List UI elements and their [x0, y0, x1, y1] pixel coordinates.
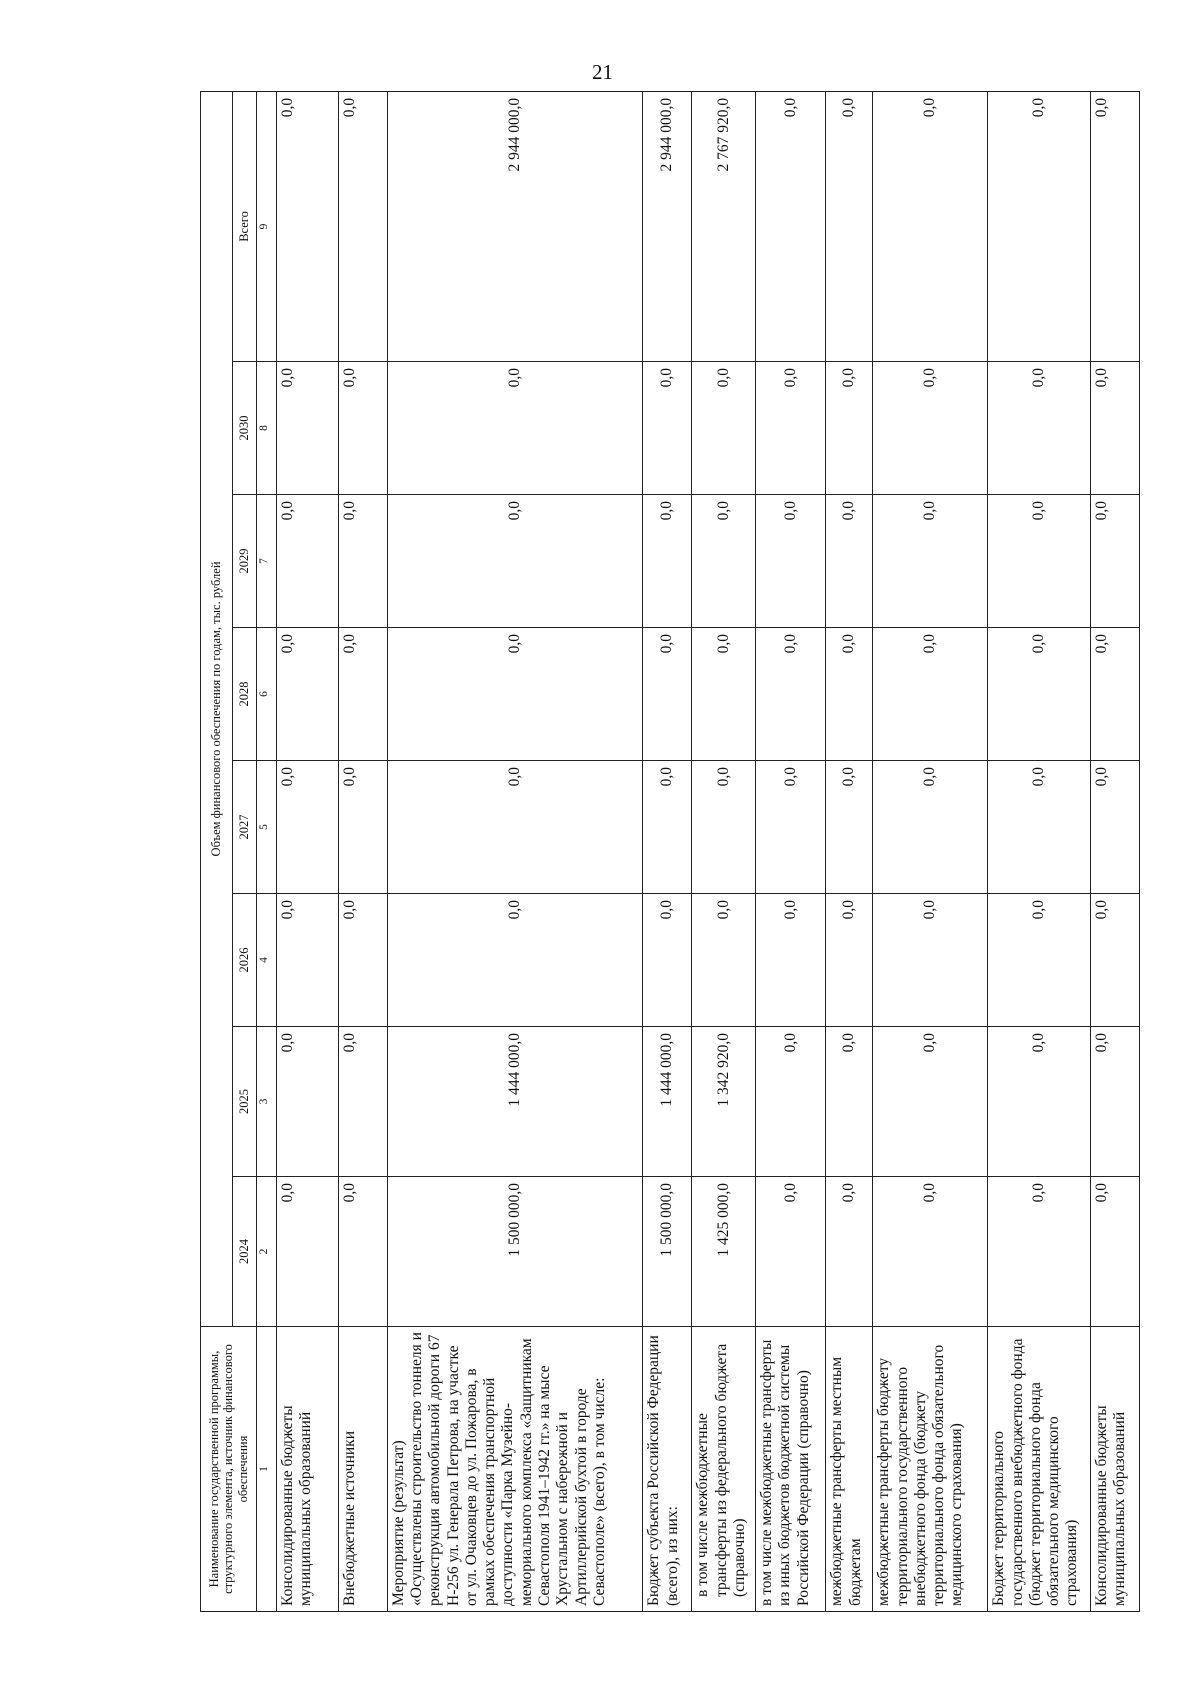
header-year: 2024	[233, 1177, 257, 1327]
table-row	[277, 91, 339, 1611]
column-number: 3	[257, 1027, 277, 1177]
column-number: 4	[257, 894, 277, 1027]
cell-value: 0,0	[1090, 1027, 1139, 1177]
cell-value: 0,0	[756, 495, 826, 628]
cell-value: 1 425 000,0	[692, 1177, 756, 1327]
header-group: Объем финансового обеспечения по годам, тыс. рублей	[201, 91, 233, 1326]
column-number: 9	[257, 91, 277, 361]
cell-value: 0,0	[643, 894, 692, 1027]
header-year: 2028	[233, 628, 257, 761]
row-label: Бюджет субъекта Российской Федерации (всего), из них:	[643, 1327, 692, 1612]
table-row	[756, 91, 826, 1611]
cell-value: 0,0	[873, 894, 988, 1027]
cell-value: 2 767 920,0	[692, 91, 756, 361]
cell-value: 0,0	[277, 761, 339, 894]
table-row	[338, 91, 387, 1611]
cell-value: 0,0	[826, 362, 873, 495]
cell-value: 0,0	[756, 628, 826, 761]
table-row	[826, 91, 873, 1611]
column-number: 7	[257, 495, 277, 628]
cell-value: 0,0	[826, 1177, 873, 1327]
row-label: межбюджетные трансферты местным бюджетам	[826, 1327, 873, 1612]
header-year: 2030	[233, 362, 257, 495]
table-row	[692, 91, 756, 1611]
cell-value: 1 444 000,0	[643, 1027, 692, 1177]
cell-value: 0,0	[1090, 91, 1139, 361]
cell-value: 0,0	[643, 495, 692, 628]
cell-value: 0,0	[692, 628, 756, 761]
cell-value: 0,0	[988, 894, 1091, 1027]
cell-value: 0,0	[692, 362, 756, 495]
cell-value: 0,0	[277, 1027, 339, 1177]
cell-value: 0,0	[1090, 628, 1139, 761]
row-label: Консолидированные бюджеты муниципальных образований	[1090, 1327, 1139, 1612]
cell-value: 0,0	[988, 495, 1091, 628]
cell-value: 0,0	[756, 894, 826, 1027]
cell-value: 0,0	[873, 495, 988, 628]
cell-value: 0,0	[692, 761, 756, 894]
column-number: 5	[257, 761, 277, 894]
cell-value: 0,0	[756, 362, 826, 495]
header-year: 2027	[233, 761, 257, 894]
cell-value: 0,0	[387, 894, 643, 1027]
cell-value: 0,0	[692, 495, 756, 628]
cell-value: 0,0	[988, 91, 1091, 361]
row-label: Бюджет территориального государственного внебюджетного фонда (бюджет территориального фонда обязательного медицинского страхования)	[988, 1327, 1091, 1612]
table-row	[1090, 91, 1139, 1611]
cell-value: 1 342 920,0	[692, 1027, 756, 1177]
cell-value: 0,0	[338, 1177, 387, 1327]
column-number: 2	[257, 1177, 277, 1327]
cell-value: 0,0	[338, 362, 387, 495]
row-label: в том числе межбюджетные трансферты из федерального бюджета (справочно)	[692, 1327, 756, 1612]
header-total: Всего	[233, 91, 257, 361]
header-year: 2026	[233, 894, 257, 1027]
cell-value: 0,0	[873, 1027, 988, 1177]
cell-value: 0,0	[756, 1177, 826, 1327]
cell-value: 0,0	[338, 91, 387, 361]
cell-value: 0,0	[1090, 894, 1139, 1027]
rotated-table-wrapper	[200, 92, 1140, 1612]
row-label: Внебюджетные источники	[338, 1327, 387, 1612]
cell-value: 0,0	[873, 1177, 988, 1327]
row-label: Консолидированные бюджеты муниципальных образований	[277, 1327, 339, 1612]
cell-value: 0,0	[387, 495, 643, 628]
cell-value: 0,0	[756, 1027, 826, 1177]
page-number: 21	[592, 60, 613, 84]
cell-value: 0,0	[826, 761, 873, 894]
cell-value: 0,0	[988, 761, 1091, 894]
cell-value: 0,0	[873, 362, 988, 495]
financing-table	[200, 91, 1140, 1612]
cell-value: 0,0	[387, 628, 643, 761]
cell-value: 0,0	[988, 628, 1091, 761]
cell-value: 0,0	[338, 1027, 387, 1177]
cell-value: 0,0	[873, 628, 988, 761]
cell-value: 2 944 000,0	[387, 91, 643, 361]
cell-value: 0,0	[338, 761, 387, 894]
cell-value: 0,0	[387, 761, 643, 894]
row-label: Мероприятие (результат) «Осуществлены строительство тоннеля и реконструкция автомобильной дороги 67 Н-256 ул. Генерала Петрова, на участке от ул. Очаковцев до ул. Пожарова, в рамках обеспечения транспортной доступности «Парка Музейно-мемориального комплекса «Защитникам Севастополя 1941–1942 гг.» на мысе Хрустальном с набережной и Артиллерийской бухтой в городе Севастополе» (всего), в том числе:	[387, 1327, 643, 1612]
cell-value: 0,0	[873, 91, 988, 361]
cell-value: 0,0	[1090, 761, 1139, 894]
cell-value: 0,0	[338, 495, 387, 628]
cell-value: 0,0	[338, 894, 387, 1027]
cell-value: 0,0	[826, 628, 873, 761]
cell-value: 0,0	[756, 91, 826, 361]
cell-value: 0,0	[387, 362, 643, 495]
cell-value: 0,0	[692, 894, 756, 1027]
cell-value: 0,0	[277, 495, 339, 628]
cell-value: 0,0	[277, 1177, 339, 1327]
cell-value: 0,0	[756, 761, 826, 894]
row-label: межбюджетные трансферты бюджету территориального государственного внебюджетного фонда (бюджету территориального фонда обязательного медицинского страхования)	[873, 1327, 988, 1612]
cell-value: 0,0	[277, 91, 339, 361]
column-number: 1	[257, 1327, 277, 1612]
cell-value: 0,0	[1090, 495, 1139, 628]
cell-value: 0,0	[988, 1027, 1091, 1177]
cell-value: 0,0	[826, 495, 873, 628]
cell-value: 0,0	[988, 362, 1091, 495]
table-row	[873, 91, 988, 1611]
cell-value: 0,0	[277, 628, 339, 761]
cell-value: 2 944 000,0	[643, 91, 692, 361]
table-row	[387, 91, 643, 1611]
table-row	[643, 91, 692, 1611]
cell-value: 1 500 000,0	[387, 1177, 643, 1327]
cell-value: 1 500 000,0	[643, 1177, 692, 1327]
row-label: в том числе межбюджетные трансферты из иных бюджетов бюджетной системы Российской Федерации (справочно)	[756, 1327, 826, 1612]
cell-value: 0,0	[826, 91, 873, 361]
cell-value: 0,0	[826, 1027, 873, 1177]
cell-value: 0,0	[338, 628, 387, 761]
cell-value: 0,0	[643, 628, 692, 761]
cell-value: 0,0	[826, 894, 873, 1027]
header-year: 2025	[233, 1027, 257, 1177]
cell-value: 0,0	[873, 761, 988, 894]
cell-value: 1 444 000,0	[387, 1027, 643, 1177]
cell-value: 0,0	[643, 362, 692, 495]
header-year: 2029	[233, 495, 257, 628]
column-number: 6	[257, 628, 277, 761]
table-row	[988, 91, 1091, 1611]
header-name-column: Наименование государственной программы, структурного элемента, источник финансового обеспечения	[201, 1327, 257, 1612]
cell-value: 0,0	[1090, 362, 1139, 495]
cell-value: 0,0	[988, 1177, 1091, 1327]
column-number: 8	[257, 362, 277, 495]
cell-value: 0,0	[1090, 1177, 1139, 1327]
cell-value: 0,0	[277, 894, 339, 1027]
cell-value: 0,0	[277, 362, 339, 495]
cell-value: 0,0	[643, 761, 692, 894]
